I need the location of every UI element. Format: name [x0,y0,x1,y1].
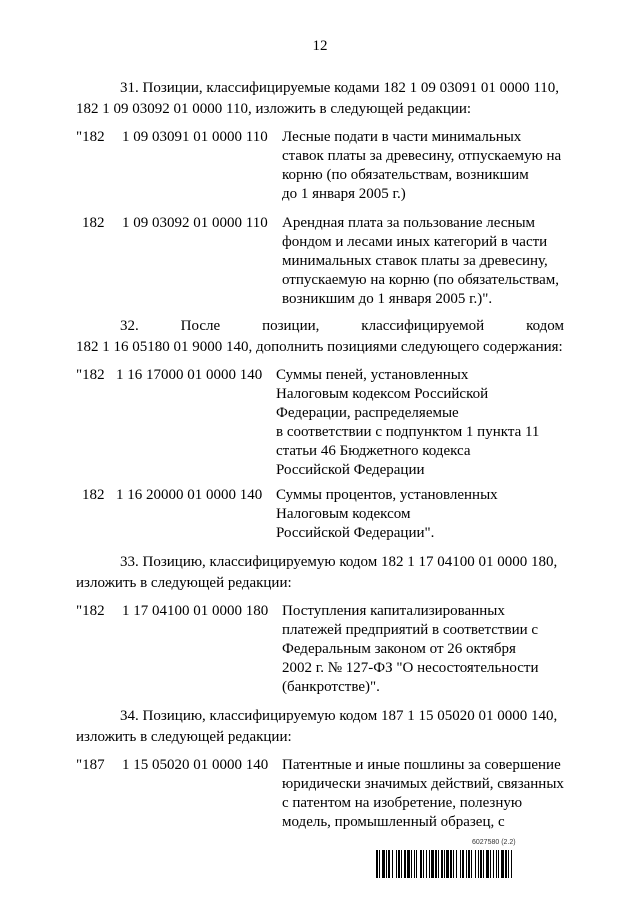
budget-code: 1 16 17000 01 0000 140 [116,367,263,383]
barcode [376,850,570,878]
paragraph-34-line2: изложить в следующей редакции: [76,729,292,745]
paragraph-33-line2: изложить в следующей редакции: [76,575,292,591]
budget-code: 1 16 20000 01 0000 140 [116,487,263,503]
budget-code: 1 09 03092 01 0000 110 [122,215,268,231]
row-description: Поступления капитализированных платежей предприятий в соответствии с Федеральным законом от 26 октября 2002 г. № 127-ФЗ "О несостоятельности (банкротстве)". [282,603,539,695]
admin-code: 182 [82,215,105,231]
paragraph-32 [76,316,564,358]
admin-code: "187 [76,757,105,773]
paragraph-34 [76,706,564,748]
budget-code: 1 15 05020 01 0000 140 [122,757,269,773]
paragraph-32-line1: 32. После позиции, классифицируемой кодом [120,318,564,334]
row-description: Патентные и иные пошлины за совершение юридически значимых действий, связанных с патентом на изобретение, полезную модель, промышленный образец, с [282,757,564,830]
row-description: Суммы пеней, установленных Налоговым кодексом Российской Федерации, распределяемые в соответствии с подпунктом 1 пункта 11 статьи 46 Бюджетного кодекса Российской Федерации [276,367,540,478]
paragraph-31-line1: 31. Позиции, классифицируемые кодами 182 1 09 03091 01 0000 110, [120,80,560,96]
paragraph-31-line2: 182 1 09 03092 01 0000 110, изложить в следующей редакции: [76,101,472,117]
row-description: Суммы процентов, установленных Налоговым кодексом Российской Федерации". [276,487,498,541]
paragraph-33 [76,552,564,594]
barcode-label: 6027580 (2.2) [472,839,516,846]
admin-code: "182 [76,603,105,619]
admin-code: "182 [76,367,105,383]
admin-code: 182 [82,487,105,503]
paragraph-32-line2: 182 1 16 05180 01 9000 140, дополнить позициями следующего содержания: [76,339,563,355]
row-description: Лесные подати в части минимальных ставок платы за древесину, отпускаемую на корню (по обязательствам, возникшим до 1 января 2005 г.) [282,129,562,202]
paragraph-31 [76,78,564,120]
page-number: 12 [312,38,328,54]
paragraph-33-line1: 33. Позицию, классифицируемую кодом 182 1 17 04100 01 0000 180, [120,554,558,570]
budget-code: 1 17 04100 01 0000 180 [122,603,269,619]
admin-code: "182 [76,129,105,145]
row-description: Арендная плата за пользование лесным фондом и лесами иных категорий в части минимальных ставок платы за древесину, отпускаемую на корню (по обязательствам, возникшим до 1 января 2005 г.)". [282,215,559,307]
budget-code: 1 09 03091 01 0000 110 [122,129,268,145]
paragraph-34-line1: 34. Позицию, классифицируемую кодом 187 1 15 05020 01 0000 140, [120,708,558,724]
